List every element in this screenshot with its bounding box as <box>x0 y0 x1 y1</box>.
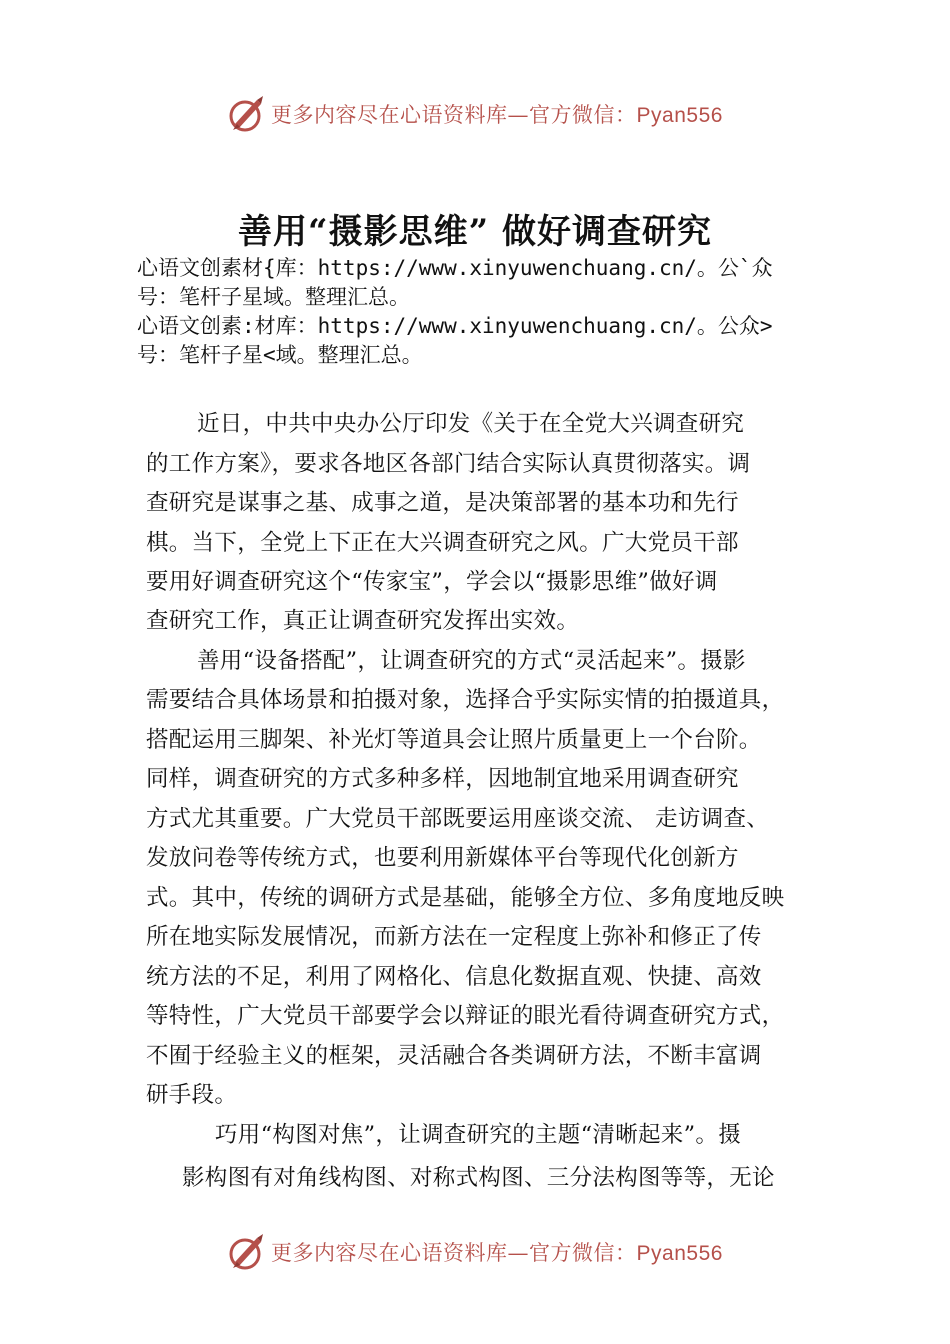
body-line: 统方法的不足，利用了网格化、信息化数据直观、快捷、高效 <box>146 964 762 990</box>
banner-main-text: 更多内容尽在心语资料库 <box>271 1241 508 1265</box>
body-line: 要用好调查研究这个“传家宝”，学会以“摄影思维”做好调 <box>146 569 718 595</box>
body-line: 等特性，广大党员干部要学会以辩证的眼光看待调查研究方式， <box>146 1003 785 1029</box>
banner-contact-text: 官方微信： <box>529 103 637 127</box>
footer-banner <box>0 1228 950 1276</box>
banner-main-text: 更多内容尽在心语资料库 <box>271 103 508 127</box>
body-line: 巧用“构图对焦”，让调查研究的主题“清晰起来”。摄 <box>215 1122 742 1148</box>
quill-pen-logo-icon <box>227 94 267 134</box>
source-line: 心语文创素材{库：https://www.xinyuwenchuang.cn/。公`众 <box>137 256 773 280</box>
body-line: 研手段。 <box>146 1082 238 1108</box>
body-line: 不囿于经验主义的框架，灵活融合各类调研方法，不断丰富调 <box>146 1043 762 1069</box>
banner-wechat-id: Pyan556 <box>636 104 723 127</box>
body-line: 查研究是谋事之基、成事之道，是决策部署的基本功和先行 <box>146 490 739 516</box>
body-line: 所在地实际发展情况，而新方法在一定程度上弥补和修正了传 <box>146 924 762 950</box>
banner-separator: — <box>507 103 530 127</box>
body-line: 的工作方案》，要求各地区各部门结合实际认真贯彻落实。调 <box>146 451 751 477</box>
banner-separator: — <box>507 1241 530 1265</box>
banner-wechat-id: Pyan556 <box>636 1242 723 1265</box>
source-note-1 <box>137 254 837 312</box>
body-line: 搭配运用三脚架、补光灯等道具会让照片质量更上一个台阶。 <box>146 727 762 753</box>
banner-text <box>271 99 723 129</box>
source-line: 号：笔杆子星<域。整理汇总。 <box>137 343 423 367</box>
body-line: 同样，调查研究的方式多种多样，因地制宜地采用调查研究 <box>146 766 739 792</box>
quill-pen-logo-icon <box>227 1232 267 1272</box>
body-line: 善用“设备搭配”，让调查研究的方式“灵活起来”。摄影 <box>197 648 746 674</box>
header-banner <box>0 90 950 138</box>
body-line: 需要结合具体场景和拍摄对象，选择合乎实际实情的拍摄道具， <box>146 687 785 713</box>
source-line: 号：笔杆子星域。整理汇总。 <box>137 285 410 309</box>
body-line: 查研究工作，真正让调查研究发挥出实效。 <box>146 608 580 634</box>
banner-contact-text: 官方微信： <box>529 1241 637 1265</box>
banner-text <box>271 1237 723 1267</box>
document-title: 善用“摄影思维” 做好调查研究 <box>238 212 712 252</box>
body-line: 方式尤其重要。广大党员干部既要运用座谈交流、 走访调查、 <box>146 806 770 832</box>
body-line: 发放问卷等传统方式，也要利用新媒体平台等现代化创新方 <box>146 845 739 871</box>
body-line: 棋。当下，全党上下正在大兴调查研究之风。广大党员干部 <box>146 530 739 556</box>
source-note-2 <box>137 312 837 370</box>
body-line: 影构图有对角线构图、对称式构图、三分法构图等等，无论 <box>182 1165 775 1191</box>
source-line: 心语文创素:材库：https://www.xinyuwenchuang.cn/。公众> <box>137 314 773 338</box>
body-line: 近日，中共中央办公厅印发《关于在全党大兴调查研究 <box>197 411 745 437</box>
body-line: 式。其中，传统的调研方式是基础，能够全方位、多角度地反映 <box>146 885 785 911</box>
